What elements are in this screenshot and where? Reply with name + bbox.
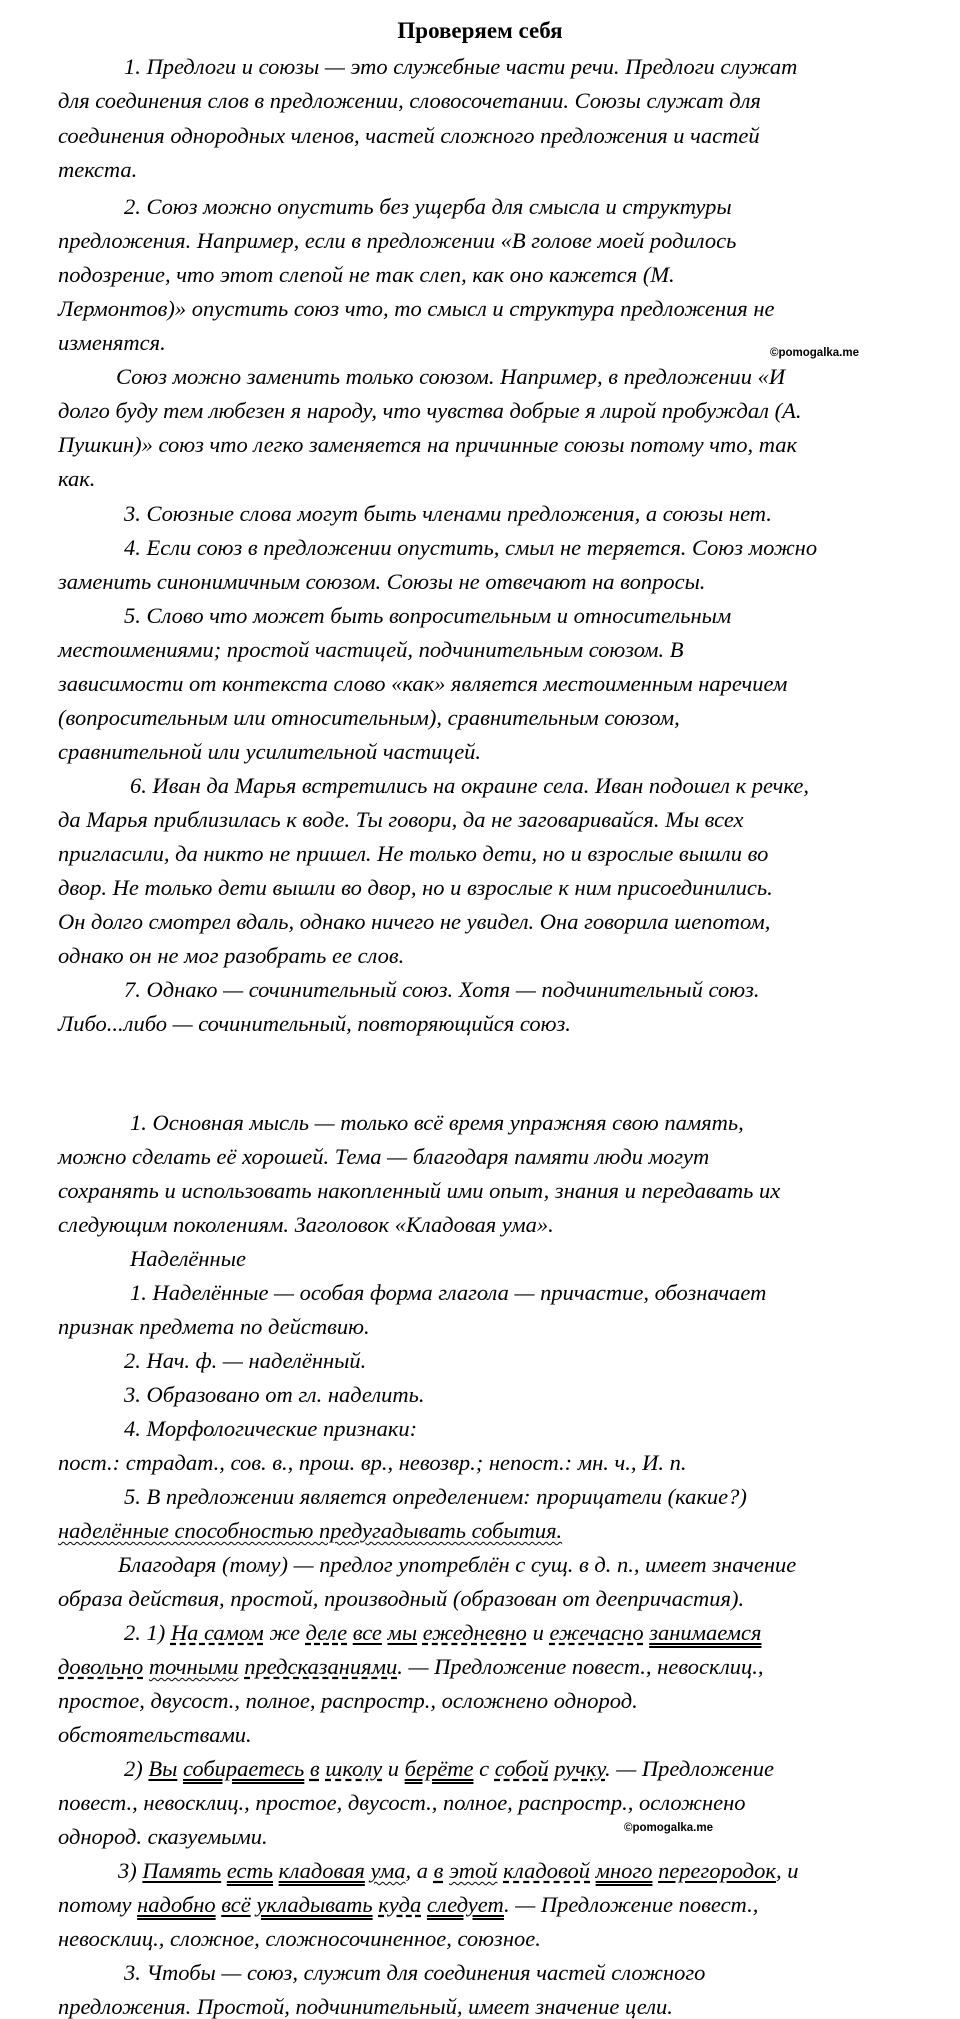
text-line: следующим поколениям. Заголовок «Кладовая ума». xyxy=(58,1212,554,1237)
text-line: Пушкин)» союз что легко заменяется на причинные союзы потому что, так xyxy=(58,432,798,457)
text-line: наделённые способностью предугадывать события. xyxy=(58,1518,563,1543)
word: предсказаниями xyxy=(244,1654,398,1679)
text-line: 4. Если союз в предложении опустить, смыл не теряется. Союз можно xyxy=(124,535,818,560)
text-line: пригласили, да никто не пришел. Не только дети, но и взрослые вышли во xyxy=(58,841,769,866)
word: Память xyxy=(142,1858,222,1883)
text-line: 1. Наделённые — особая форма глагола — причастие, обозначает xyxy=(130,1280,767,1305)
word: ручку xyxy=(554,1756,606,1781)
word: — Предложение повест., невосклиц., xyxy=(408,1654,764,1679)
word: На самом xyxy=(170,1620,264,1645)
word: всё xyxy=(221,1892,251,1917)
word: с xyxy=(479,1756,490,1781)
text-line: образа действия, простой, производный (образован от деепричастия). xyxy=(58,1586,745,1611)
text-line: Лермонтов)» опустить союз что, то смысл и структура предложения не xyxy=(58,296,775,321)
text-line: долго буду тем любезен я народу, что чувства добрые я лирой пробуждал (А. xyxy=(58,398,802,423)
word: в xyxy=(309,1756,320,1781)
watermark: ©pomogalka.me xyxy=(624,1822,713,1834)
word: . xyxy=(504,1892,510,1917)
word: 2) xyxy=(124,1756,143,1781)
text-line: подозрение, что этот слепой не так слеп, как оно кажется (М. xyxy=(58,262,675,287)
text-line: 7. Однако — сочинительный союз. Хотя — подчинительный союз. xyxy=(124,977,760,1002)
text-line: можно сделать её хорошей. Тема — благодаря памяти люди могут xyxy=(58,1144,710,1169)
text-line: местоимениями; простой частицей, подчинительным союзом. В xyxy=(58,637,684,662)
word: довольно xyxy=(58,1654,144,1679)
text-line: Либо...либо — сочинительный, повторяющийся союз. xyxy=(58,1011,571,1036)
text-line: 6. Иван да Марья встретились на окраине села. Иван подошел к речке, xyxy=(130,773,809,798)
text-line: сравнительной или усилительной частицей. xyxy=(58,739,482,764)
word: и xyxy=(387,1756,400,1781)
text-line: Благодаря (тому) — предлог употреблён с сущ. в д. п., имеет значение xyxy=(118,1552,797,1577)
text-line: соединения однородных членов, частей сложного предложения и частей xyxy=(58,123,760,148)
word: 3) xyxy=(118,1858,137,1883)
word: кладовой xyxy=(503,1858,590,1883)
word: мы xyxy=(387,1620,418,1645)
text-line: двор. Не только дети вышли во двор, но и взрослые к ним присоединились. xyxy=(58,875,773,900)
text-line: как. xyxy=(58,466,96,491)
word: ума xyxy=(370,1858,406,1883)
word: много xyxy=(595,1858,653,1883)
text-line: (вопросительным или относительным), сравнительным союзом, xyxy=(58,705,680,730)
text-line: сохранять и использовать накопленный ими опыт, знания и передавать их xyxy=(58,1178,781,1203)
word: Вы xyxy=(148,1756,178,1781)
text-line: текста. xyxy=(58,157,138,182)
word: школу xyxy=(325,1756,383,1781)
watermark: ©pomogalka.me xyxy=(770,347,859,359)
word: собой xyxy=(494,1756,549,1781)
text-line xyxy=(118,1860,798,1883)
word: надобно xyxy=(137,1892,216,1917)
text-line: 1. Предлоги и союзы — это служебные части речи. Предлоги служат xyxy=(124,54,798,79)
word: укладывать xyxy=(256,1892,373,1917)
text-line: Союз можно заменить только союзом. Например, в предложении «И xyxy=(116,364,786,389)
text-line: признак предмета по действию. xyxy=(58,1314,370,1339)
word: куда xyxy=(378,1892,422,1917)
word: есть xyxy=(226,1858,273,1883)
word: точными xyxy=(148,1654,239,1679)
text-line xyxy=(124,1622,761,1645)
word: — Предложение повест., xyxy=(515,1892,759,1917)
text-line: обстоятельствами. xyxy=(58,1722,252,1747)
word: занимаемся xyxy=(649,1620,762,1645)
text-line: да Марья приблизилась к воде. Ты говори, да не заговаривайся. Мы всех xyxy=(58,807,744,832)
word: . xyxy=(605,1756,611,1781)
text-line: 5. Слово что может быть вопросительным и относительным xyxy=(124,603,732,628)
word: же xyxy=(269,1620,301,1645)
text-line: 3. Союзные слова могут быть членами предложения, а союзы нет. xyxy=(124,501,772,526)
word: — Предложение xyxy=(616,1756,774,1781)
text-line: 3. Чтобы — союз, служит для соединения частей сложного xyxy=(124,1960,706,1985)
text-line: однород. сказуемыми. xyxy=(58,1824,268,1849)
word: следует xyxy=(426,1892,504,1917)
word: кладовая xyxy=(278,1858,365,1883)
word: ежедневно xyxy=(422,1620,527,1645)
page-title: Проверяем себя xyxy=(397,18,563,43)
text-line: пост.: страдат., сов. в., прош. вр., невозвр.; непост.: мн. ч., И. п. xyxy=(58,1450,687,1475)
word: собираетесь xyxy=(182,1756,305,1781)
word: ежечасно xyxy=(549,1620,644,1645)
word: этой xyxy=(449,1858,498,1883)
text-line: 4. Морфологические признаки: xyxy=(124,1416,418,1441)
text-line: предложения. Простой, подчинительный, имеет значение цели. xyxy=(58,1994,673,2019)
text-line: для соединения слов в предложении, словосочетании. Союзы служат для xyxy=(58,88,761,113)
text-line: 1. Основная мысль — только всё время упражняя свою память, xyxy=(130,1110,744,1135)
text-line: изменятся. xyxy=(58,330,166,355)
word: все xyxy=(352,1620,382,1645)
text-line: 2. Союз можно опустить без ущерба для смысла и структуры xyxy=(124,194,732,219)
word: деле xyxy=(305,1620,348,1645)
word: потому xyxy=(58,1892,132,1917)
text-line: однако он не мог разобрать ее слов. xyxy=(58,943,405,968)
text-line: невосклиц., сложное, сложносочиненное, союзное. xyxy=(58,1926,541,1951)
word: 2. 1) xyxy=(124,1620,166,1645)
text-line: зависимости от контекста слово «как» является местоименным наречием xyxy=(58,671,788,696)
word: берёте xyxy=(404,1756,474,1781)
text-line: предложения. Например, если в предложении «В голове моей родилось xyxy=(58,228,737,253)
text-line xyxy=(124,1758,774,1781)
word: , а xyxy=(405,1858,429,1883)
text-line: простое, двусост., полное, распростр., осложнено однород. xyxy=(58,1688,638,1713)
text-line: Наделённые xyxy=(130,1246,246,1271)
word: . xyxy=(397,1654,403,1679)
word: и xyxy=(532,1620,544,1645)
text-line xyxy=(58,1656,764,1679)
text-line: 5. В предложении является определением: прорицатели (какие?) xyxy=(124,1484,747,1509)
word: , и xyxy=(775,1858,799,1883)
text-line: 3. Образовано от гл. наделить. xyxy=(124,1382,425,1407)
text-line: заменить синонимичным союзом. Союзы не отвечают на вопросы. xyxy=(58,569,706,594)
text-line xyxy=(58,1894,758,1917)
text-line: 2. Нач. ф. — наделённый. xyxy=(124,1348,367,1373)
text-line: Он долго смотрел вдаль, однако ничего не увидел. Она говорила шепотом, xyxy=(58,909,771,934)
word: в xyxy=(433,1858,444,1883)
text-line: повест., невосклиц., простое, двусост., полное, распростр., осложнено xyxy=(58,1790,746,1815)
word: перегородок xyxy=(658,1858,776,1883)
